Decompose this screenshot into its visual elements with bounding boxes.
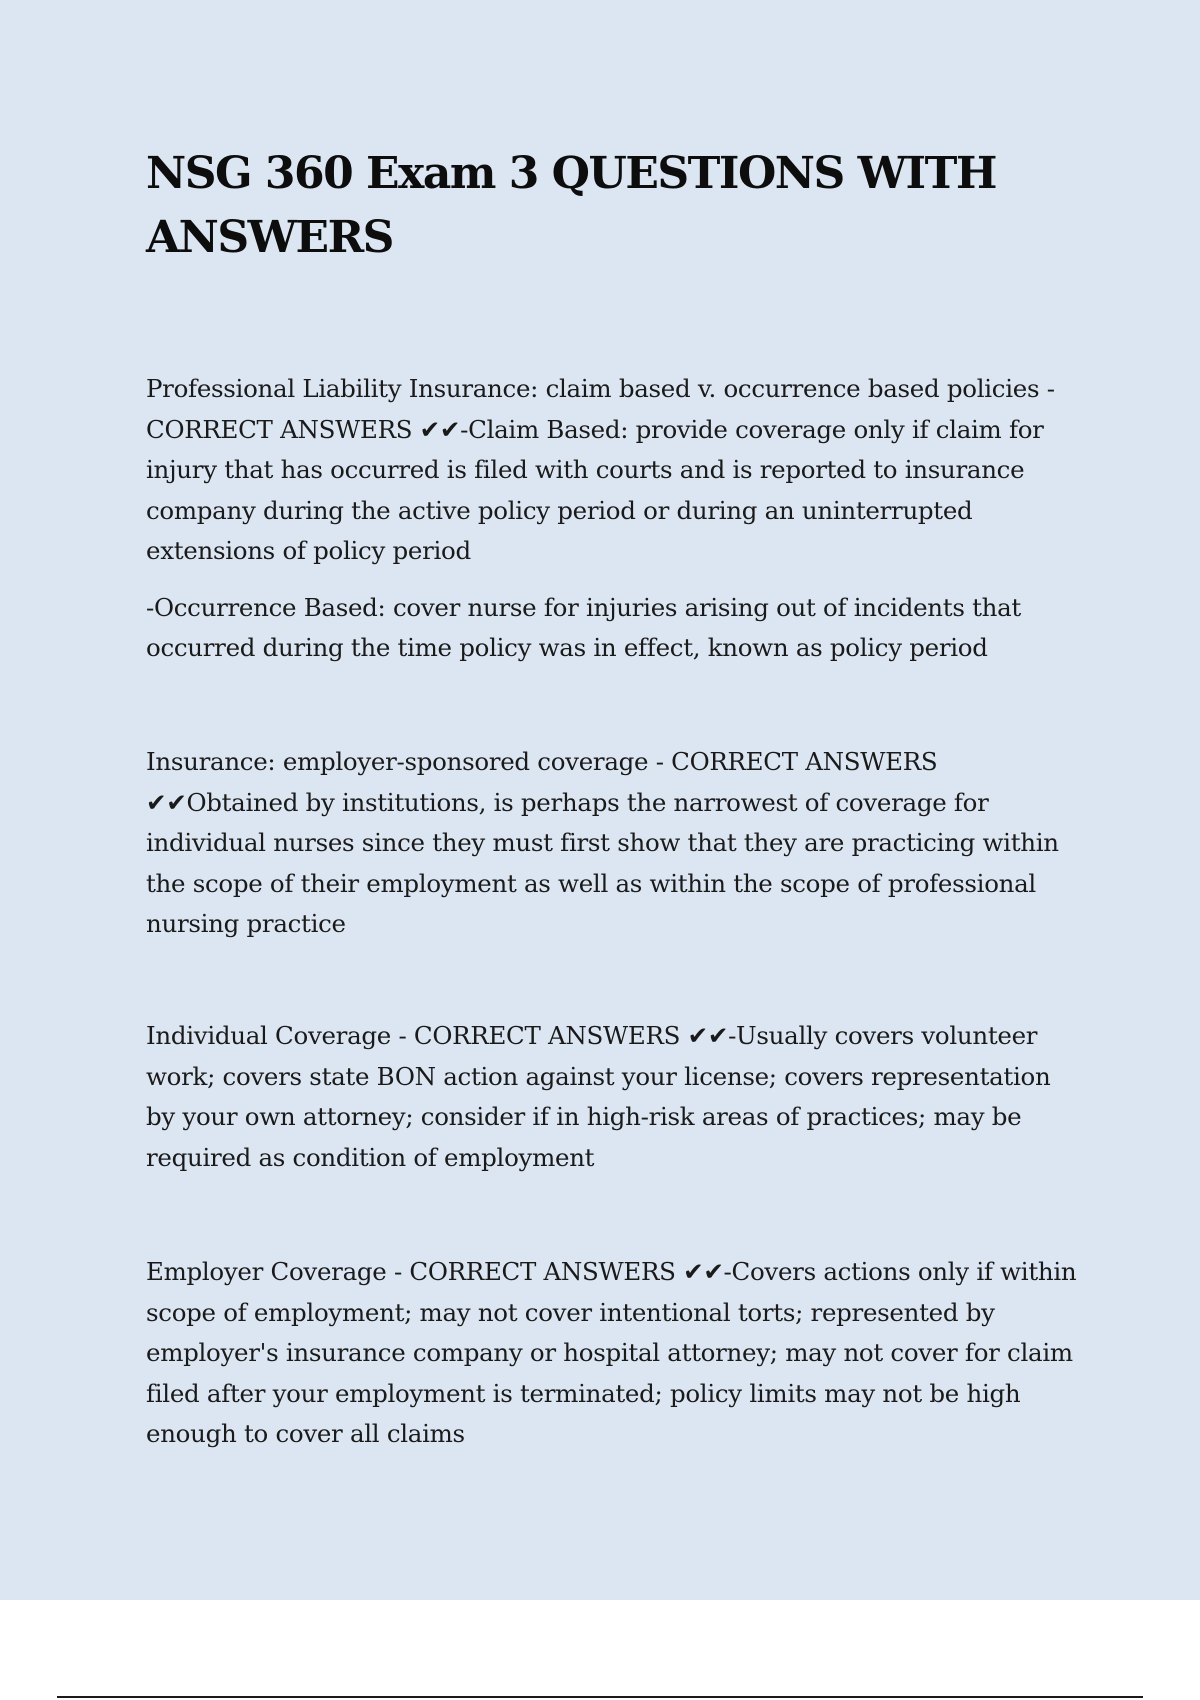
qa-paragraph: Professional Liability Insurance: claim based v. occurrence based policies - CORRECT ANSWERS ✔✔-Claim Based: provide coverage only if claim for injury that has occurred is filed with courts and is reported to insurance company during the active policy period or during an uninterrupted extensions of policy period [146, 374, 1055, 565]
page-title: NSG 360 Exam 3 QUESTIONS WITH ANSWERS [146, 148, 996, 263]
qa-paragraph: Insurance: employer-sponsored coverage - CORRECT ANSWERS ✔✔Obtained by institutions, is perhaps the narrowest of coverage for individual nurses since they must first show that they are practicing within the scope of their employment as well as within the scope of professional nursing practice [146, 747, 1059, 938]
qa-item-individual-coverage [146, 1016, 1086, 1178]
qa-item-employer-sponsored [146, 742, 1086, 945]
qa-item-employer-coverage [146, 1252, 1086, 1455]
qa-paragraph: -Occurrence Based: cover nurse for injuries arising out of incidents that occurred during the time policy was in effect, known as policy period [146, 592, 1021, 662]
qa-paragraph: Individual Coverage - CORRECT ANSWERS ✔✔-Usually covers volunteer work; covers state BON action against your license; covers representation by your own attorney; consider if in high-risk areas of practices; may be required as condition of employment [146, 1021, 1051, 1172]
qa-paragraph: Employer Coverage - CORRECT ANSWERS ✔✔-Covers actions only if within scope of employment; may not cover intentional torts; represented by employer's insurance company or hospital attorney; may not cover for claim filed after your employment is terminated; policy limits may not be high enough to cover all claims [146, 1257, 1077, 1448]
qa-item-professional-liability [146, 369, 1086, 669]
footer-divider [57, 1696, 1143, 1698]
